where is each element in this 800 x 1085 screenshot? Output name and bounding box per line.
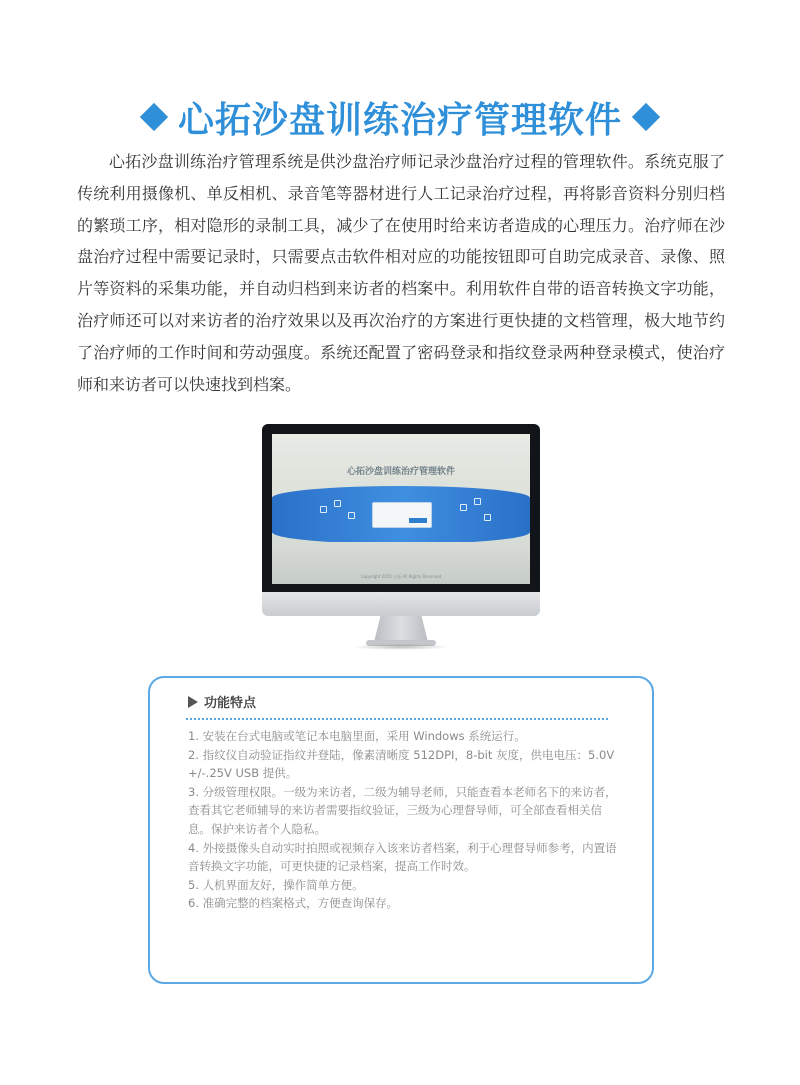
features-list	[188, 727, 620, 913]
list-item: 3. 分级管理权限。一级为来访者，二级为辅导老师，只能查看本老师名下的来访者，查看其它老师辅导的来访者需要指纹验证，三级为心理督导师，可全部查看相关信息。保护来访者个人隐私。	[188, 784, 617, 836]
camera-icon	[348, 512, 355, 519]
login-button	[409, 518, 427, 523]
list-item: 1. 安装在台式电脑或笔记本电脑里面，采用 Windows 系统运行。	[188, 729, 526, 743]
calendar-icon	[320, 506, 327, 513]
list-item: 4. 外接摄像头自动实时拍照或视频存入该来访者档案，利于心理督导师参考，内置语音转换文字功能，可更快捷的记录档案，提高工作时效。	[188, 840, 617, 874]
monitor-bezel	[262, 424, 540, 592]
monitor-shadow	[352, 644, 450, 650]
features-heading	[188, 692, 256, 711]
list-item: 5. 人机界面友好，操作简单方便。	[188, 877, 364, 892]
monitor-stand	[374, 616, 428, 642]
list-item: 6. 准确完整的档案格式，方便查询保存。	[188, 896, 399, 911]
login-panel	[372, 502, 432, 528]
monitor-chin	[262, 592, 540, 616]
features-heading-label: 功能特点	[204, 696, 257, 711]
list-item: 2. 指纹仪自动验证指纹并登陆，像素清晰度 512DPI，8-bit 灰度，供电电压：5.0V +/-.25V USB 提供。	[188, 747, 615, 781]
page-title: 心拓沙盘训练治疗管理软件	[177, 98, 622, 141]
intro-paragraph: 心拓沙盘训练治疗管理系统是供沙盘治疗师记录沙盘治疗过程的管理软件。系统克服了传统利用摄像机、单反相机、录音笔等器材进行人工记录治疗过程，再将影音资料分别归档的繁琐工序，相对隐形的录制工具，减少了在使用时给来访者造成的心理压力。治疗师在沙盘治疗过程中需要记录时，只需要点击软件相对应的功能按钮即可自助完成录音、录像、照片等资料的采集功能，并自动归档到来访者的档案中。利用软件自带的语音转换文字功能，治疗师还可以对来访者的治疗效果以及再次治疗的方案进行更快捷的文档管理，极大地节约了治疗师的工作时间和劳动强度。系统还配置了密码登录和指纹登录两种登录模式，使治疗师和来访者可以快速找到档案。	[77, 152, 725, 394]
dotted-divider	[186, 718, 608, 720]
diamond-left-icon	[140, 103, 168, 131]
features-box	[148, 676, 654, 984]
screen-footer: Copyright 2015 心拓 All Rights Reserved	[360, 574, 442, 579]
monitor-illustration	[262, 424, 540, 650]
cloud-icon	[474, 498, 481, 505]
title-row	[0, 92, 800, 142]
screen-title: 心拓沙盘训练治疗管理软件	[346, 467, 455, 477]
diamond-right-icon	[632, 103, 660, 131]
monitor-screen	[272, 434, 530, 584]
triangle-bullet-icon	[188, 696, 198, 708]
settings-icon	[484, 514, 491, 521]
folder-icon	[334, 500, 341, 507]
document-icon	[460, 504, 467, 511]
